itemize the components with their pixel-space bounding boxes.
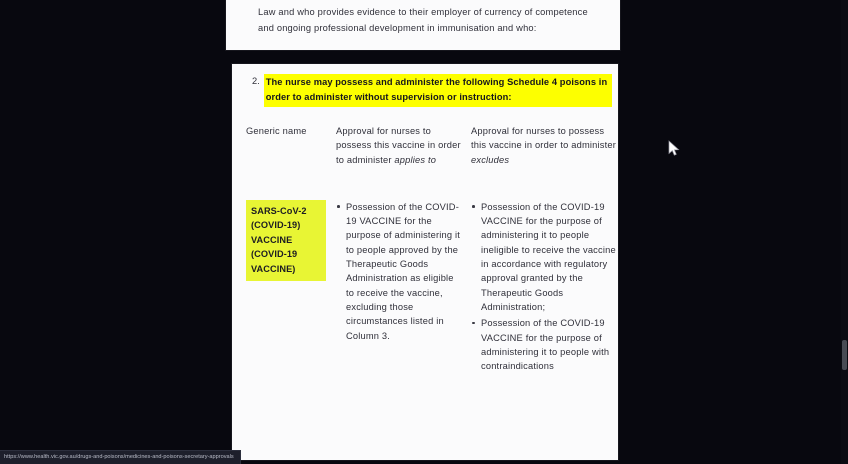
column-header-excludes-prefix: Approval for nurses to possess this vaccine in order to administer <box>471 126 616 151</box>
cell-applies-to <box>326 200 462 345</box>
column-header-applies-to-emphasis: applies to <box>394 154 437 165</box>
excludes-bullet-list <box>471 200 618 374</box>
document-page-current <box>232 64 618 460</box>
table-header-row <box>232 124 618 167</box>
status-bar-url: https://www.health.vic.gov.au/drugs-and-poisons/medicines-and-poisons-secretary-approvals <box>0 450 241 464</box>
document-page-previous <box>226 0 620 50</box>
applies-to-bullet-list <box>336 200 462 343</box>
table-row <box>232 200 618 376</box>
numbered-heading <box>252 74 612 107</box>
cell-excludes <box>462 200 618 376</box>
previous-page-paragraph: Law and who provides evidence to their employer of currency of competence and ongoing professional development in immunisation and who: <box>258 7 588 34</box>
column-header-applies-to <box>326 124 462 167</box>
column-header-excludes <box>462 124 618 167</box>
column-header-excludes-emphasis: excludes <box>471 154 510 165</box>
list-item: Possession of the COVID-19 VACCINE for the purpose of administering it to people approved by the Therapeutic Goods Administration as eligible to receive the vaccine, excluding those circumstances listed in Column 3. <box>336 200 462 343</box>
poisons-table <box>232 124 618 375</box>
mouse-cursor-icon <box>668 140 680 158</box>
vertical-scrollbar-thumb[interactable] <box>842 340 847 370</box>
heading-number: 2. <box>252 76 260 86</box>
cell-generic-name <box>232 200 326 282</box>
vertical-scrollbar-track[interactable] <box>841 0 848 464</box>
list-item: Possession of the COVID-19 VACCINE for the purpose of administering it to people ineligible to receive the vaccine in accordance with regulatory approval granted by the Therapeutic Goods Administration; <box>471 200 618 314</box>
column-header-applies-to-prefix: Approval for nurses to possess this vaccine in order to administer <box>336 126 461 165</box>
column-header-generic-name: Generic name <box>246 126 307 136</box>
list-item: Possession of the COVID-19 VACCINE for the purpose of administering it to people with contraindications <box>471 316 618 373</box>
heading-highlighted-text: The nurse may possess and administer the following Schedule 4 poisons in order to administer without supervision or instruction: <box>264 74 612 107</box>
generic-name-highlighted: SARS-CoV-2 (COVID-19) VACCINE (COVID-19 VACCINE) <box>246 200 326 282</box>
